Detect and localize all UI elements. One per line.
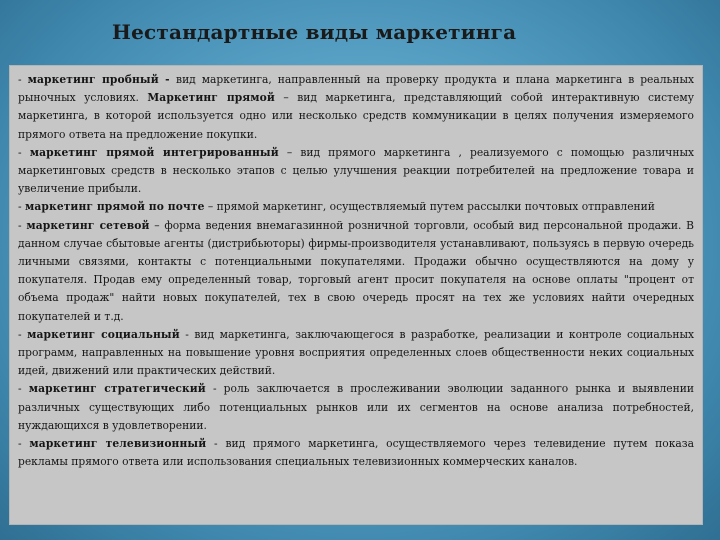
entry-term: маркетинг прямой по почте [25,200,205,214]
entry-televizionny [18,435,694,471]
entry-term: Маркетинг прямой [147,91,275,105]
entry-term: маркетинг стратегический [28,382,206,396]
entry-text: вид маркетинга, направленный на проверку продукта и плана маркетинга в реальных рыночных условиях. [18,73,695,105]
entry-prefix: - [18,145,30,159]
entry-term: маркетинг сетевой [26,218,150,232]
entry-setevoy [18,217,694,326]
entry-prefix: - [18,218,27,232]
entry-prefix: - [18,382,29,396]
entry-text: - вид прямого маркетинга, осуществляемого через телевидение путем показа рекламы прямого ответа или использования специальных телевизионных коммерческих каналов. [18,437,694,469]
entry-prefix: - [18,437,30,451]
entry-text: – форма ведения внемагазинной розничной торговли, особый вид персональной продажи. В данном случае сбытовые агенты (дистрибьюторы) фирмы-производителя устанавливают, пользуясь в первую очередь личными связями, контакты с потенциальными покупателями. Продажи обычно осуществляются на дому у покупателя. Продав ему определенный товар, торговый агент просит покупателя на основе оплаты "процент от объема продаж" найти новых покупателей, тех в свою очередь просят на тех же условиях найти очередных покупателей и т.д. [18,218,694,323]
entry-prefix: - [18,73,28,86]
entry-text: - вид маркетинга, заключающегося в разработке, реализации и контроле социальных программ, направленных на повышение уровня восприятия определенных слоев общественности неких социальных идей, движений или практических действий. [18,327,695,378]
definitions-list [18,71,694,471]
entry-prefix: - [18,327,28,341]
entry-sotsialny [18,326,694,381]
entry-probny [18,71,694,144]
entry-pryamoy-po-pochte [18,198,694,216]
entry-pryamoy-integrirovanny [18,144,694,199]
entry-strategichesky [18,380,694,435]
entry-term: маркетинг пробный - [27,73,177,86]
entry-prefix: - [18,200,26,214]
entry-text: – вид маркетинга, представляющий собой интерактивную систему маркетинга, в которой используется одно или несколько средств коммуникации в целях получения измеряемого прямого ответа на предложение покупки. [18,91,694,141]
entry-term: маркетинг телевизионный [29,437,207,451]
entry-term: маркетинг прямой интегрированный [29,145,279,159]
entry-text: – вид прямого маркетинга , реализуемого с помощью различных маркетинговых средств в несколько этапов с целью улучшения реакции потребителей на предложение товара и увеличение прибыли. [18,145,694,196]
slide-title: Нестандартные виды маркетинга [112,20,517,44]
entry-text: – прямой маркетинг, осуществляемый путем рассылки почтовых отправлений [204,200,655,214]
entry-term: маркетинг социальный [27,327,180,341]
entry-text: - роль заключается в прослеживании эволюции заданного рынка и выявлении различных существующих либо потенциальных рынков или их сегментов на основе анализа потребностей, нуждающихся в удовлетворении. [18,382,694,432]
